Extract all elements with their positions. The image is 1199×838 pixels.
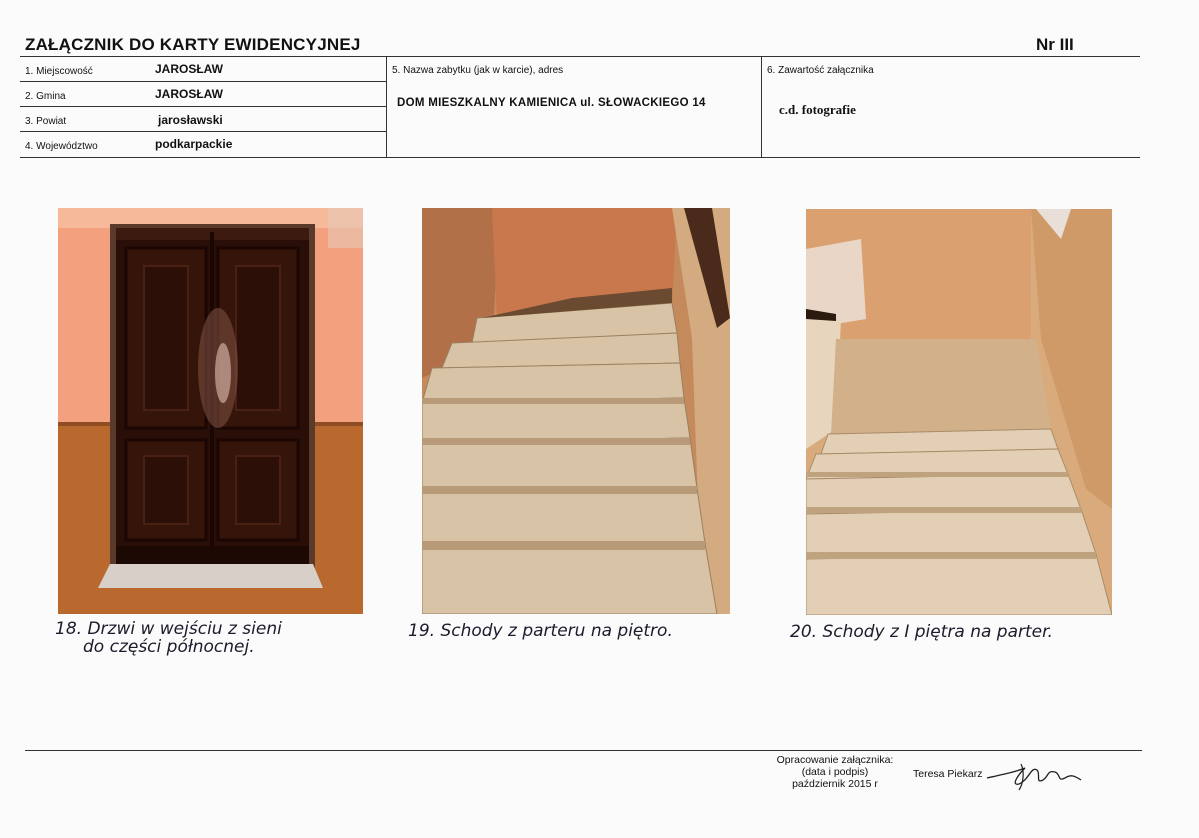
prepared-sub-label: (data i podpis) bbox=[801, 766, 869, 778]
signature bbox=[985, 756, 1085, 792]
field-zawartosc bbox=[762, 57, 1140, 157]
field-label: 4. Województwo bbox=[25, 141, 98, 152]
field-value: JAROSŁAW bbox=[155, 87, 224, 101]
field-label: 5. Nazwa zabytku (jak w karcie), adres bbox=[392, 65, 564, 76]
field-label: 1. Miejscowość bbox=[25, 66, 93, 77]
prepared-label: Opracowanie załącznika: bbox=[776, 754, 894, 766]
page-title: ZAŁĄCZNIK DO KARTY EWIDENCYJNEJ bbox=[25, 35, 361, 54]
field-nazwa-zabytku bbox=[387, 57, 762, 157]
caption-photo-20: 20. Schody z I piętra na parter. bbox=[790, 622, 1053, 642]
field-value: c.d. fotografie bbox=[779, 102, 856, 117]
photo-stairs-down bbox=[806, 209, 1112, 615]
field-miejscowosc bbox=[20, 57, 387, 82]
field-wojewodztwo bbox=[20, 132, 387, 157]
record-header-table bbox=[20, 57, 1140, 158]
attachment-number: Nr III bbox=[1036, 35, 1074, 54]
field-label: 6. Zawartość załącznika bbox=[767, 65, 874, 76]
photo-door bbox=[58, 208, 363, 614]
field-value: podkarpackie bbox=[155, 137, 233, 151]
caption-photo-18 bbox=[55, 620, 335, 656]
field-value: JAROSŁAW bbox=[155, 62, 224, 76]
caption-line: 18. Drzwi w wejściu z sieni bbox=[55, 619, 282, 639]
photo-stairs-up bbox=[422, 208, 730, 614]
bottom-divider bbox=[25, 750, 1142, 751]
prepared-date: październik 2015 r bbox=[792, 778, 878, 790]
field-label: 2. Gmina bbox=[25, 91, 66, 102]
location-fields bbox=[20, 57, 387, 157]
field-value: DOM MIESZKALNY KAMIENICA ul. SŁOWACKIEGO 14 bbox=[397, 97, 706, 109]
caption-photo-19: 19. Schody z parteru na piętro. bbox=[408, 621, 673, 641]
prepared-by-block bbox=[760, 754, 910, 790]
field-gmina bbox=[20, 82, 387, 107]
caption-line: do części północnej. bbox=[83, 637, 255, 657]
author-name: Teresa Piekarz bbox=[913, 768, 983, 780]
field-value: jarosławski bbox=[158, 113, 223, 127]
field-powiat bbox=[20, 107, 387, 132]
field-label: 3. Powiat bbox=[25, 116, 67, 127]
